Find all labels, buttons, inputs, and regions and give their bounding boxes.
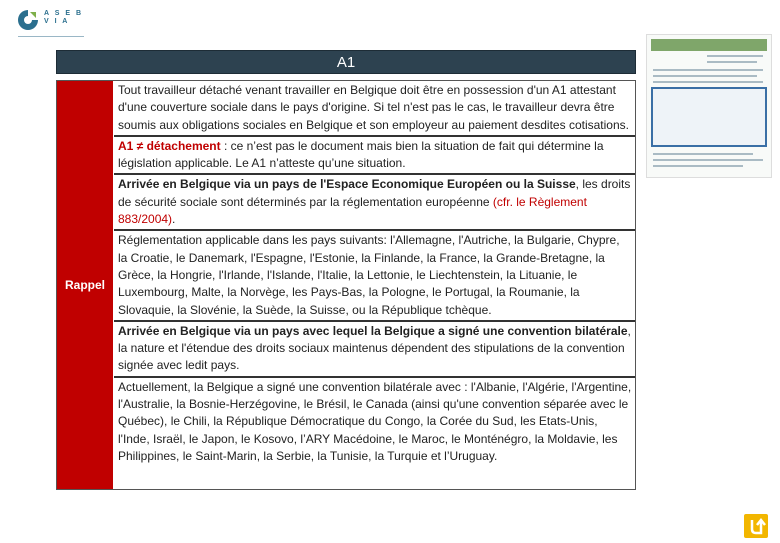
bilateral-arrival-text: , la nature et l'étendue des droits sociaux maintenus dépendent des stipulations de la convention signée avec ledit pays. [118,323,631,373]
a1-form-document-thumbnail [646,34,772,178]
eee-arrival-end: . [172,212,176,227]
aseb-via-logo-icon [16,8,40,32]
return-arrow-glyph [744,514,768,538]
thumbnail-line [653,81,763,83]
eee-arrival-text: , les droits de sécurité sociale sont déterminés par la réglementation européenne [118,177,631,209]
row-a1-requirement: Tout travailleur détaché venant travailler en Belgique doit être en possession d'un A1 attestant d'une couverture sociale dans le pays d'origine. Si tel n'est pas le cas, le travailleur devra être soumis aux obligations sociales en Belgique et son employeur au paiement desdites cotisations. [114,81,635,137]
row-bilateral-arrival [114,322,635,378]
logo-underline [18,36,84,37]
thumbnail-line [707,55,763,57]
thumbnail-line [653,153,753,155]
logo-text-line2: V I A [44,18,70,25]
logo-text-line1: A S E B [44,10,84,17]
thumbnail-line [653,159,763,161]
eee-arrival-heading: Arrivée en Belgique via un pays de l'Espace Economique Européen ou la Suisse [118,177,576,192]
thumbnail-line [707,61,757,63]
rappel-label: Rappel [57,81,113,489]
thumbnail-line [653,165,743,167]
info-table [56,80,636,490]
row-bilateral-countries: Actuellement, la Belgique a signé une convention bilatérale avec : l'Albanie, l'Algérie, l'Argentine, l'Australie, la Bosnie-Herzégovine, le Brésil, le Canada (ainsi qu'une convention séparée avec le Québec), le Chili, la République Démocratique du Congo, la Corée du Sud, les Etats-Unis, l'Inde, Israël, le Japon, le Kosovo, l’ARY Macédoine, le Maroc, le Monténégro, la Moldavie, les Philippines, le Saint-Marin, la Serbie, la Tunisie, la Turquie et l’Uruguay. [118,379,632,463]
company-logo [16,6,86,36]
row-a1-not-detachment [114,137,635,176]
thumbnail-header [651,39,767,51]
logo-text [44,10,83,26]
info-cells [114,81,635,466]
a1-not-detachment-emphasis: A1 ≠ détachement [118,138,221,153]
row-eu-countries: Réglementation applicable dans les pays suivants: l'Allemagne, l'Autriche, la Bulgarie, Chypre, la Croatie, le Danemark, l'Espagne, l'Estonie, la Finlande, la France, la Grande-Bretagne, la Grèce, la Hongrie, l'Irlande, l'Islande, l'Italie, la Lettonie, le Liechtenstein, la Lituanie, le Luxembourg, Malte, la Norvège, les Pays-Bas, la Pologne, le Portugal, la Roumanie, la Slovaquie, la Slovénie, la Suède, la Suisse, ou la République tchèque. [114,231,635,321]
thumbnail-line [653,75,757,77]
a1-not-detachment-text: : ce n’est pas le document mais bien la situation de fait qui détermine la législation applicable. Le A1 n’atteste qu’une situation. [118,138,604,171]
page-title: A1 [56,50,636,74]
return-arrow-icon[interactable] [744,514,768,538]
regulation-reference: (cfr. le Règlement 883/2004) [118,194,587,227]
bilateral-arrival-heading: Arrivée en Belgique via un pays avec lequel la Belgique a signé une convention bilatérale [118,323,628,338]
thumbnail-form-box [651,87,767,147]
thumbnail-line [653,69,763,71]
row-eee-arrival [114,175,635,231]
